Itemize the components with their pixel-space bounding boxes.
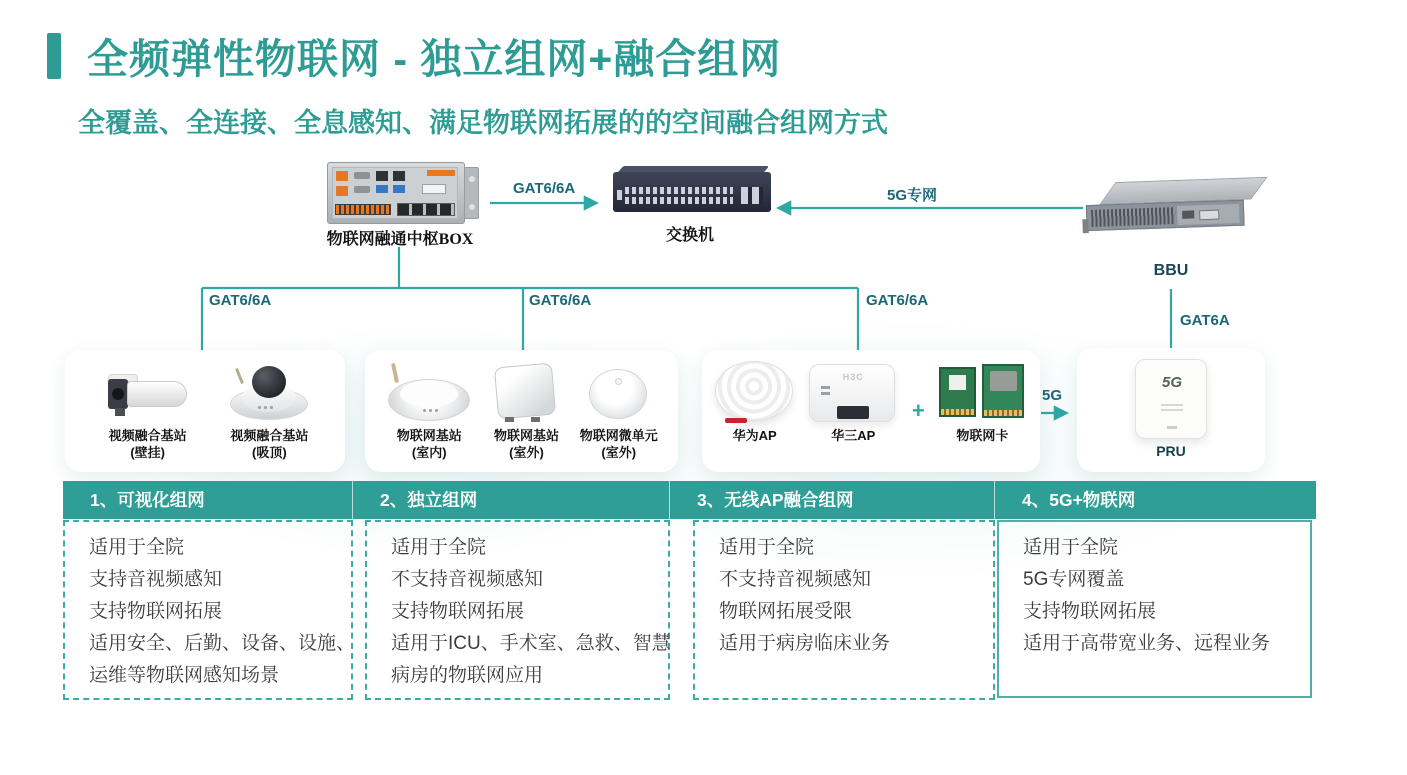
- pru-image: [1135, 359, 1207, 439]
- pru-face-logo: 5G: [1161, 374, 1182, 391]
- feature-line: 不支持音视频感知: [719, 569, 872, 590]
- device-card-wireless-ap: [702, 350, 1040, 472]
- outdoor-station-image: [493, 363, 559, 423]
- device-card-pru: [1077, 348, 1265, 472]
- feature-line: 支持物联网拓展: [391, 601, 525, 622]
- device-item-iot-sim-card: [937, 358, 1027, 445]
- device-name: 华为AP: [732, 428, 777, 443]
- device-item-outdoor-station: [493, 358, 559, 462]
- feature-line: 适用于全院: [719, 537, 815, 558]
- bullet-camera-image: [102, 366, 194, 420]
- table-header-2: 2、独立组网: [353, 481, 670, 519]
- device-card-video: [65, 350, 345, 472]
- device-sub: (吸顶): [251, 444, 287, 460]
- h3c-ap-image: [807, 360, 899, 426]
- device-sub: (室内): [411, 444, 447, 460]
- link-label-5g-private: 5G专网: [887, 187, 938, 204]
- device-name: 华三AP: [831, 428, 876, 443]
- feature-line: 适用于全院: [89, 537, 185, 558]
- page-subtitle: 全覆盖、全连接、全息感知、满足物联网拓展的的空间融合组网方式: [78, 108, 888, 138]
- title-accent-bar: [47, 33, 61, 79]
- huawei-ap-image: [715, 360, 795, 426]
- device-name: 视频融合基站: [230, 428, 309, 443]
- feature-line: 适用于病房临床业务: [719, 633, 891, 654]
- iot-hub-device-image: [327, 158, 479, 230]
- iot-hub-label: 物联网融通中枢BOX: [326, 231, 474, 248]
- device-item-wall-camera: [102, 358, 194, 462]
- table-header-4: 4、5G+物联网: [1022, 490, 1136, 510]
- device-item-ceiling-camera: [230, 358, 308, 462]
- switch-device-image: [613, 166, 771, 214]
- device-name: 物联网卡: [956, 428, 1009, 443]
- feature-line: 支持音视频感知: [89, 569, 223, 590]
- device-card-iot-stations: [365, 350, 678, 472]
- device-name: 物联网基站: [396, 428, 462, 443]
- feature-line: 5G专网覆盖: [1023, 569, 1125, 590]
- bbu-label: BBU: [1153, 262, 1189, 279]
- feature-box-4: [997, 520, 1312, 698]
- micro-unit-image: [588, 364, 650, 422]
- link-label-gat-hub-switch: GAT6/6A: [513, 180, 576, 197]
- device-name: 物联网微单元: [579, 428, 658, 443]
- device-item-indoor-station: [385, 358, 473, 462]
- device-sub: (室外): [509, 444, 544, 460]
- device-name: 物联网基站: [493, 428, 559, 443]
- device-item-pru: [1135, 356, 1207, 460]
- indoor-station-image: [385, 363, 473, 423]
- feature-line: 适用于ICU、手术室、急救、智慧: [391, 633, 671, 654]
- link-label-gat-branch-2: GAT6/6A: [529, 292, 592, 309]
- iot-card-image: [937, 362, 1027, 424]
- device-name: PRU: [1156, 443, 1186, 459]
- plus-separator: +: [911, 398, 925, 423]
- feature-line: 支持物联网拓展: [89, 601, 223, 622]
- feature-box-3: [693, 520, 995, 700]
- device-item-h3c-ap: [807, 358, 899, 445]
- dome-camera-image: [230, 364, 308, 422]
- table-header-band: [63, 481, 1316, 519]
- feature-line: 支持物联网拓展: [1023, 601, 1157, 622]
- link-label-gat-branch-1: GAT6/6A: [209, 292, 272, 309]
- device-item-huawei-ap: [715, 358, 795, 445]
- table-header-3: 3、无线AP融合组网: [670, 481, 995, 519]
- feature-line: 适用于全院: [1023, 537, 1119, 558]
- device-sub: (壁挂): [130, 444, 165, 460]
- feature-line: 适用于全院: [391, 537, 487, 558]
- feature-line: 物联网拓展受限: [719, 601, 853, 622]
- feature-line: 适用于高带宽业务、远程业务: [1023, 633, 1271, 654]
- page-title: 全频弹性物联网 - 独立组网+融合组网: [87, 36, 782, 82]
- feature-line: 病房的物联网应用: [391, 665, 544, 686]
- feature-box-2: [365, 520, 670, 700]
- feature-line: 不支持音视频感知: [391, 569, 544, 590]
- feature-box-1: [63, 520, 356, 700]
- link-label-gat6a: GAT6A: [1180, 312, 1230, 329]
- device-item-micro-unit: [580, 358, 658, 462]
- bbu-device-image: [1082, 176, 1272, 240]
- link-label-gat-branch-3: GAT6/6A: [866, 292, 929, 309]
- device-sub: (室外): [601, 444, 637, 460]
- feature-line: 运维等物联网感知场景: [89, 665, 280, 686]
- feature-line: 适用安全、后勤、设备、设施、: [89, 633, 356, 654]
- switch-label: 交换机: [665, 227, 714, 244]
- h3c-logo-text: H3C: [842, 372, 864, 382]
- device-name: 视频融合基站: [108, 428, 187, 443]
- table-header-1: 1、可视化组网: [63, 481, 353, 519]
- link-label-5g: 5G: [1042, 387, 1063, 404]
